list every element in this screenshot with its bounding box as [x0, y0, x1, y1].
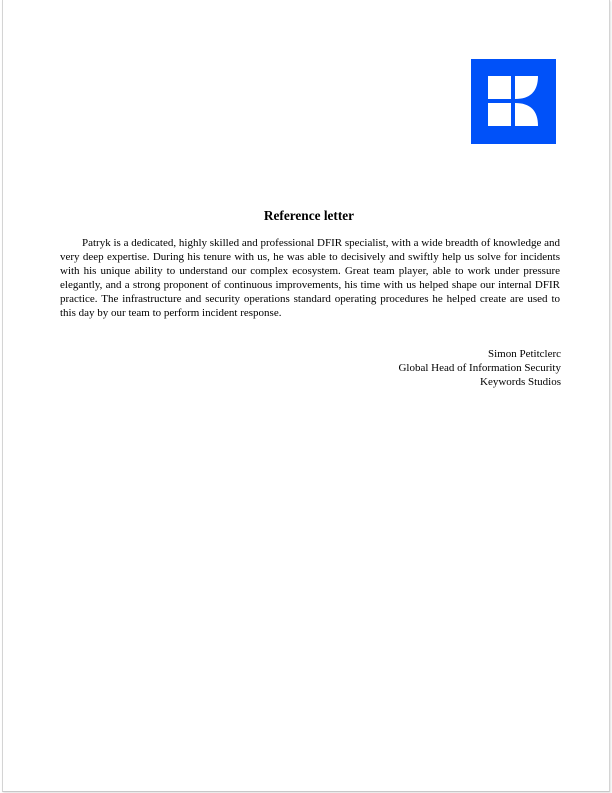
signer-role: Global Head of Information Security — [398, 362, 561, 374]
logo-bar-top-left — [488, 76, 511, 99]
signature-block — [303, 347, 561, 389]
logo-bar-bottom-left — [488, 103, 511, 126]
letter-title: Reference letter — [263, 208, 355, 223]
signer-company: Keywords Studios — [480, 376, 561, 388]
signer-name: Simon Petitclerc — [487, 348, 561, 360]
letter-body-paragraph: Patryk is a dedicated, highly skilled and professional DFIR specialist, with a wide breadth of knowledge and very deep expertise. During his tenure with us, he was able to decisively and swiftly help us solve for incidents with his unique ability to understand our complex ecosystem. Great team player, able to work under pressure elegantly, and a strong proponent of continuous improvements, his time with us helped shape our internal DFIR practice. The infrastructure and security operations standard operating procedures he helped create are used to this day by our team to perform incident response. — [60, 237, 560, 319]
company-logo-icon — [471, 59, 556, 144]
document-page — [2, 0, 610, 792]
logo-background — [471, 59, 556, 144]
